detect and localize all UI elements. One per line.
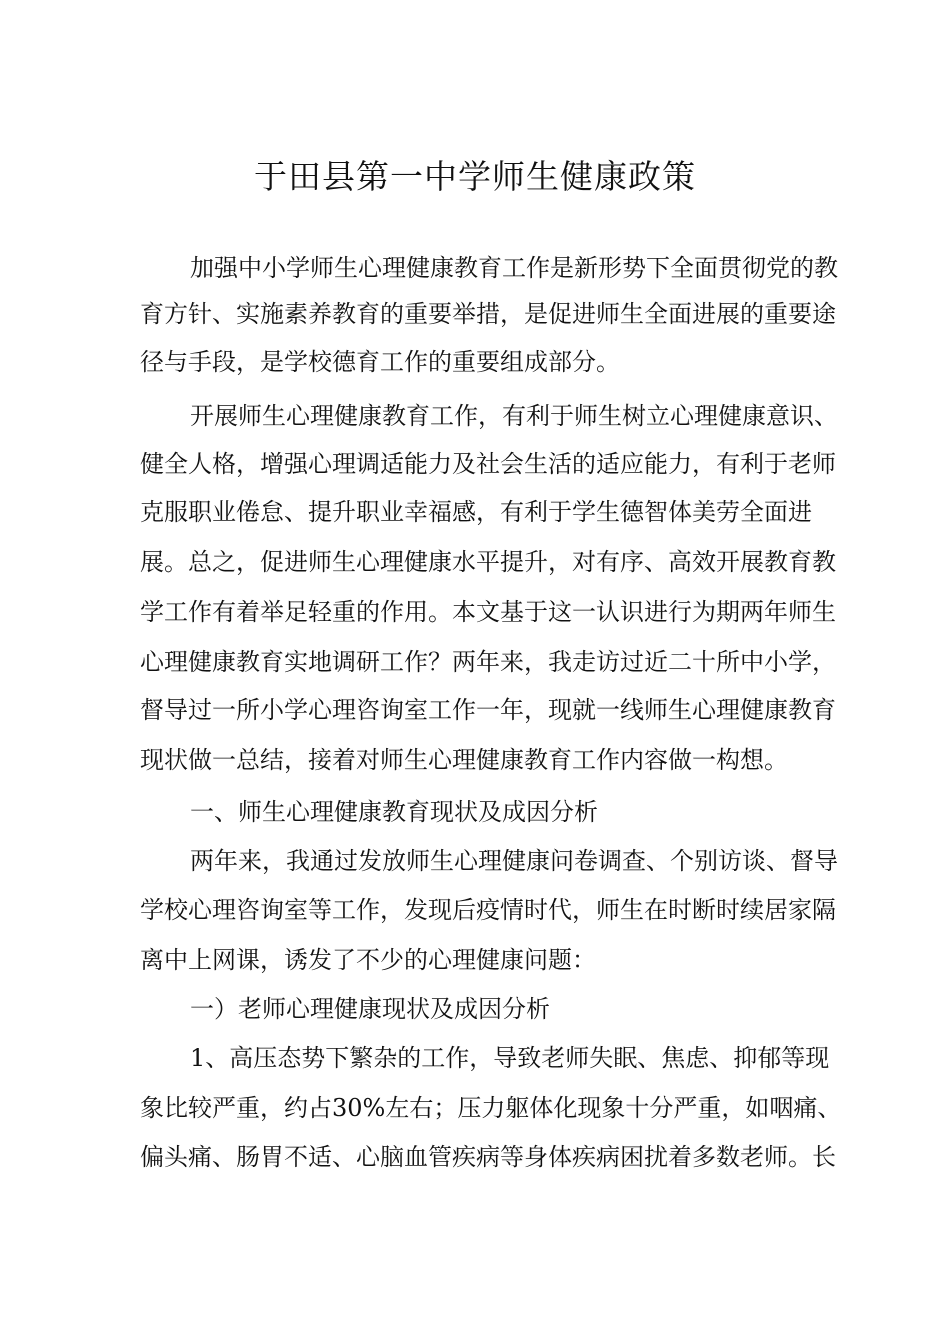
paragraph-line: 径与手段，是学校德育工作的重要组成部分。 (140, 348, 620, 376)
section-heading: 一、师生心理健康教育现状及成因分析 (190, 798, 598, 826)
paragraph-line: 1、高压态势下繁杂的工作，导致老师失眠、焦虑、抑郁等现 (190, 1044, 830, 1072)
paragraph-line: 象比较严重，约占30%左右；压力躯体化现象十分严重，如咽痛、 (140, 1094, 842, 1122)
paragraph-line: 学工作有着举足轻重的作用。本文基于这一认识进行为期两年师生 (140, 598, 836, 626)
paragraph-line: 学校心理咨询室等工作，发现后疫情时代，师生在时断时续居家隔 (140, 896, 836, 924)
paragraph-line: 展。总之，促进师生心理健康水平提升，对有序、高效开展教育教 (140, 548, 836, 576)
paragraph-line: 育方针、实施素养教育的重要举措，是促进师生全面进展的重要途 (140, 300, 836, 328)
paragraph-line: 健全人格，增强心理调适能力及社会生活的适应能力，有利于老师 (140, 450, 836, 478)
paragraph-line: 加强中小学师生心理健康教育工作是新形势下全面贯彻党的教 (190, 254, 838, 282)
document-title: 于田县第一中学师生健康政策 (254, 157, 696, 196)
paragraph-line: 督导过一所小学心理咨询室工作一年，现就一线师生心理健康教育 (140, 696, 836, 724)
paragraph-line: 偏头痛、肠胃不适、心脑血管疾病等身体疾病困扰着多数老师。长 (140, 1143, 836, 1171)
paragraph-line: 克服职业倦怠、提升职业幸福感，有利于学生德智体美劳全面进 (140, 498, 812, 526)
paragraph-line: 心理健康教育实地调研工作？两年来，我走访过近二十所中小学， (140, 648, 836, 676)
paragraph-line: 两年来，我通过发放师生心理健康问卷调查、个别访谈、督导 (190, 847, 838, 875)
subsection-heading: 一）老师心理健康现状及成因分析 (190, 995, 550, 1023)
paragraph-line: 开展师生心理健康教育工作，有利于师生树立心理健康意识、 (190, 402, 838, 430)
paragraph-line: 离中上网课，诱发了不少的心理健康问题： (140, 946, 596, 974)
paragraph-line: 现状做一总结，接着对师生心理健康教育工作内容做一构想。 (140, 746, 788, 774)
